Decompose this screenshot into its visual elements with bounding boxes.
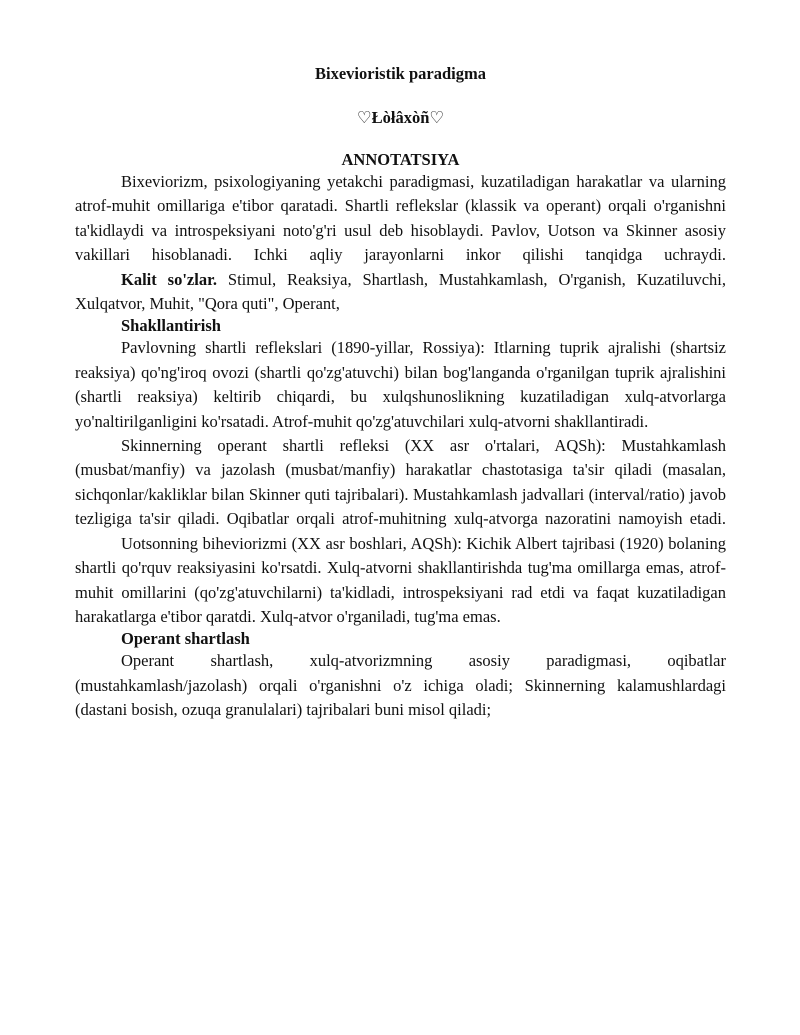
paragraph-pavlov: Pavlovning shartli reflekslari (1890-yillar, Rossiya): Itlarning tuprik ajralishi (shartsiz reaksiya) qo'ng'iroq ovozi (shartli qo'zg'atuvchi) bilan bog'langanda o'rganilgan tuprik ajralishini (shartli reaksiya) keltirib chiqardi, bu xulqshunoslikning kuzatiladigan xulq-atvorlarga yo'naltirilganligini ko'rsatadi. Atrof-muhit qo'zg'atuvchilari xulq-atvorni shakllantiradi. (75, 338, 726, 431)
document-page (75, 64, 726, 723)
keywords-list: Stimul, Reaksiya, Shartlash, Mustahkamlash, O'rganish, Kuzatiluvchi, Xulqatvor, Muhit, "Qora quti", Operant, (75, 269, 726, 314)
paragraph-skinner: Skinnerning operant shartli refleksi (XX asr o'rtalari, AQSh): Mustahkamlash (musbat/manfiy) va jazolash (musbat/manfiy) harakatlar chastotasiga ta'sir qiladi (masalan, sichqonlar/kakliklar bilan Skinner quti tajribalari). Mustahkamlash jadvallari (interval/ratio) javob tezligiga ta'sir qiladi. Oqibatlar orqali atrof-muhitning xulq-atvorga nazoratini namoyish etadi. (75, 436, 726, 529)
keywords-label: Kalit so'zlar. (121, 269, 218, 289)
paragraph-watson: Uotsonning biheviorizmi (XX asr boshlari, AQSh): Kichik Albert tajribasi (1920) bolaning shartli qo'rquv reaksiyasini ko'rsatdi. Xulq-atvorni shakllantirishda tug'ma omillarga emas, atrof-muhit omillarini (qo'zg'atuvchilarni) ta'kidladi, introspeksiyani rad etdi va faqat kuzatiladigan harakatlarga e'tibor qaratdi. Xulq-atvor o'rganiladi, tug'ma emas. (75, 533, 726, 626)
document-title: Bixevioristik paradigma (315, 64, 486, 83)
paragraph-operant: Operant shartlash, xulq-atvorizmning asosiy paradigmasi, oqibatlar (mustahkamlash/jazolash) orqali o'rganishni o'z ichiga oladi; Skinnerning kalamushlardagi (dastani bosish, ozuqa granulalari) tajribalari buni misol qiladi; (75, 651, 726, 720)
section-heading-shakllantirish: Shakllantirish (121, 316, 221, 336)
keywords-paragraph (75, 268, 726, 317)
section-heading-operant: Operant shartlash (121, 629, 250, 649)
annotation-paragraph: Bixeviorizm, psixologiyaning yetakchi paradigmasi, kuzatiladigan harakatlar va ularning atrof-muhit omillariga e'tibor qaratadi. Shartli reflekslar (klassik va operant) orqali o'rganishni ta'kidlaydi va introspeksiyani noto'g'ri usul deb hisoblaydi. Pavlov, Uotson va Skinner asosiy vakillari hisoblanadi. Ichki aqliy jarayonlarni inkor qilishi tanqidga uchraydi. (75, 172, 726, 265)
document-author: ♡Łòłâxòñ♡ (356, 108, 445, 127)
annotation-heading: ANNOTATSIYA (341, 150, 460, 169)
